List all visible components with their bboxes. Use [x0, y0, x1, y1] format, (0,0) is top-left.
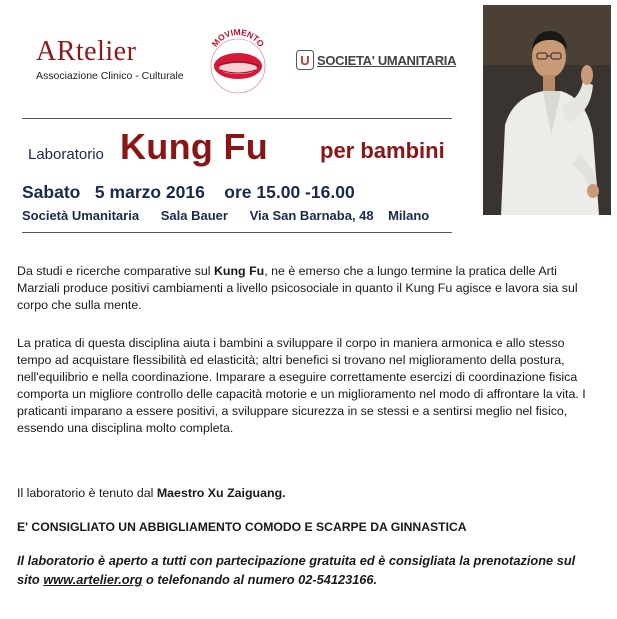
registration-text-b: o telefonando al numero 02-54123166.: [142, 572, 378, 587]
teacher-name: Maestro Xu Zaiguang.: [156, 486, 286, 500]
paragraph-intro: [17, 263, 595, 314]
laboratorio-label: Laboratorio: [28, 146, 104, 163]
artelier-name: ARtelier: [36, 36, 137, 67]
paragraph-clothing-note: E' CONSIGLIATO UN ABBIGLIAMENTO COMODO E SCARPE DA GINNASTICA: [17, 520, 467, 534]
paragraph-teacher-text: Il laboratorio è tenuto dal: [17, 486, 157, 500]
divider-top: [22, 118, 452, 119]
registration-text-a: Il laboratorio è aperto a tutti con partecipazione gratuita ed è consigliata la prenotazione sul sito: [17, 553, 576, 587]
umanitaria-mark: U: [300, 53, 310, 68]
artelier-logo: [36, 38, 184, 82]
kungfu-master-image: [483, 5, 611, 215]
movimento-title: MOVIMENTO: [209, 26, 267, 49]
paragraph-registration: [17, 551, 595, 589]
movimento-lips-icon: [203, 24, 273, 94]
event-venue: Società Umanitaria Sala Bauer Via San Barnaba, 48 Milano: [22, 208, 430, 223]
umanitaria-logo: [296, 50, 456, 70]
paragraph-teacher: [17, 485, 595, 502]
artelier-subtitle: Associazione Clinico - Culturale: [36, 70, 184, 82]
portrait-photo: [483, 5, 611, 215]
paragraph-intro-bold: Kung Fu: [213, 264, 265, 278]
paragraph-benefits: La pratica di questa disciplina aiuta i bambini a sviluppare il corpo in maniera armonica e allo stesso tempo ad acquistare flessibilità ed elasticità; altri benefici si trovano nel miglioramento della postura, nell'equilibrio e nella coordinazione. Imparare a eseguire correttamente esercizi di coordinazione fisica comporta un migliore controllo delle capacità motorie e un miglioramento nel modo di affrontare la vita. I praticanti imparano a essere positivi, a sviluppare sicurezza in se stessi e a sentirsi meglio nel fisico, essendo una disciplina molto completa.: [17, 336, 586, 435]
movimento-logo: [203, 24, 273, 94]
event-date-time: Sabato 5 marzo 2016 ore 15.00 -16.00: [22, 182, 355, 202]
paragraph-intro-text-a: Da studi e ricerche comparative sul: [17, 264, 214, 278]
paragraph-intro-text-b: , ne è emerso che a lungo termine la pratica delle Arti Marziali produce positivi cambiamenti a livello psicosociale in quanto il Kung Fu agisce e lavora sia sul corpo che sulla mente.: [17, 264, 578, 312]
umanitaria-text: SOCIETA' UMANITARIA: [317, 52, 457, 68]
divider-bottom: [22, 232, 452, 233]
page-title: Kung Fu: [120, 126, 269, 167]
umanitaria-mark-icon: [296, 50, 314, 70]
svg-text:MOVIMENTO: [210, 27, 267, 49]
page-subtitle: per bambini: [320, 138, 445, 163]
website-link[interactable]: www.artelier.org: [43, 572, 143, 587]
